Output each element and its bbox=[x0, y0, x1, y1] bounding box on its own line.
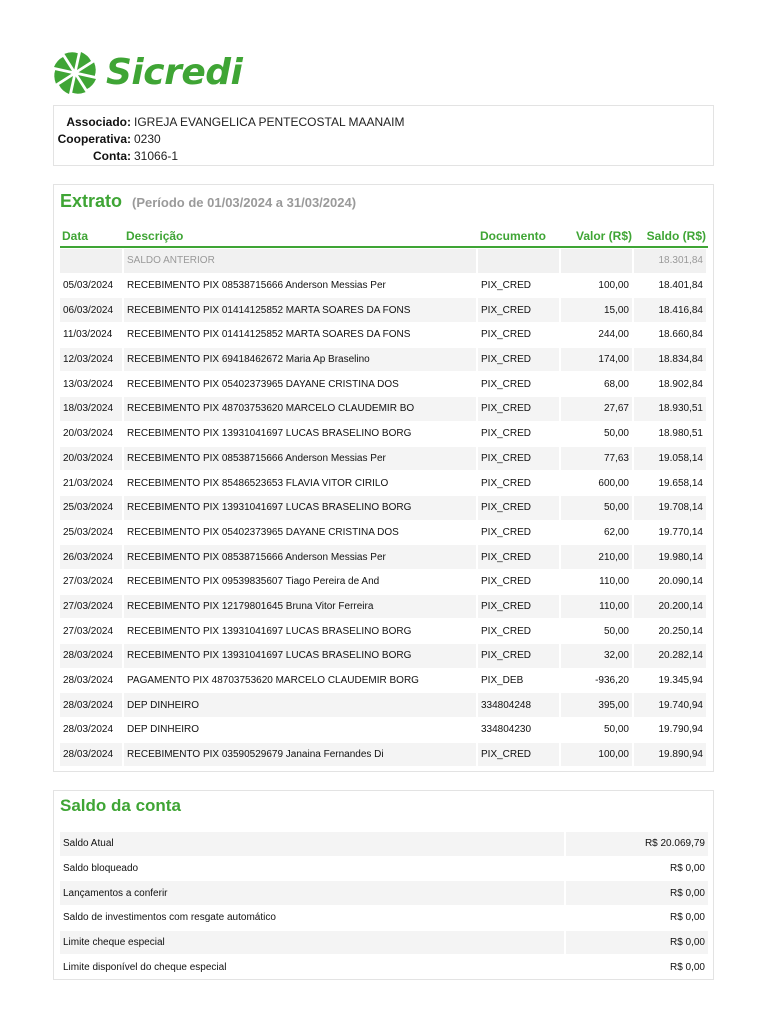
table-row bbox=[60, 297, 708, 322]
associado-row bbox=[54, 113, 713, 130]
balance-value: R$ 0,00 bbox=[564, 905, 708, 930]
cell-documento: PIX_CRED bbox=[478, 594, 561, 619]
balance-row bbox=[60, 856, 708, 881]
cell-data: 20/03/2024 bbox=[60, 446, 124, 471]
cell-data: 26/03/2024 bbox=[60, 544, 124, 569]
cell-descricao: DEP DINHEIRO bbox=[124, 692, 478, 717]
cell-saldo: 18.834,84 bbox=[634, 347, 708, 372]
cell-descricao: RECEBIMENTO PIX 48703753620 MARCELO CLAUDEMIR BO bbox=[124, 396, 478, 421]
cell-descricao: RECEBIMENTO PIX 85486523653 FLAVIA VITOR CIRILO bbox=[124, 470, 478, 495]
cell-saldo: 19.708,14 bbox=[634, 495, 708, 520]
table-row bbox=[60, 692, 708, 717]
cell-valor: 50,00 bbox=[561, 618, 634, 643]
cell-valor: 77,63 bbox=[561, 446, 634, 471]
cell-data: 11/03/2024 bbox=[60, 322, 124, 347]
table-row bbox=[60, 668, 708, 693]
table-row bbox=[60, 273, 708, 298]
cell-data: 27/03/2024 bbox=[60, 569, 124, 594]
cell-saldo: 19.770,14 bbox=[634, 520, 708, 545]
table-row bbox=[60, 643, 708, 668]
cell-documento: PIX_CRED bbox=[478, 446, 561, 471]
cell-valor: 50,00 bbox=[561, 421, 634, 446]
conta-row bbox=[54, 147, 713, 164]
cell-descricao: RECEBIMENTO PIX 09539835607 Tiago Pereira de And bbox=[124, 569, 478, 594]
table-row bbox=[60, 421, 708, 446]
table-row bbox=[60, 544, 708, 569]
cell-saldo: 19.345,94 bbox=[634, 668, 708, 693]
balance-value: R$ 20.069,79 bbox=[564, 831, 708, 856]
cell-data bbox=[60, 248, 124, 273]
statement-header-row bbox=[60, 225, 708, 248]
balance-value: R$ 0,00 bbox=[564, 880, 708, 905]
cell-data: 28/03/2024 bbox=[60, 717, 124, 742]
cell-saldo: 18.401,84 bbox=[634, 273, 708, 298]
sicredi-logo bbox=[52, 48, 242, 98]
cell-documento: PIX_CRED bbox=[478, 742, 561, 767]
brand-name: Sicredi bbox=[106, 52, 243, 93]
cell-data: 18/03/2024 bbox=[60, 396, 124, 421]
balance-table bbox=[60, 831, 708, 979]
cell-documento: 334804248 bbox=[478, 692, 561, 717]
balance-row bbox=[60, 954, 708, 979]
cell-saldo: 19.658,14 bbox=[634, 470, 708, 495]
balance-value: R$ 0,00 bbox=[564, 856, 708, 881]
cell-descricao: RECEBIMENTO PIX 03590529679 Janaina Fernandes Di bbox=[124, 742, 478, 767]
cell-data: 27/03/2024 bbox=[60, 618, 124, 643]
cell-descricao: RECEBIMENTO PIX 05402373965 DAYANE CRISTINA DOS bbox=[124, 520, 478, 545]
cell-saldo: 19.058,14 bbox=[634, 446, 708, 471]
cell-data: 25/03/2024 bbox=[60, 520, 124, 545]
table-row bbox=[60, 371, 708, 396]
cell-descricao: RECEBIMENTO PIX 13931041697 LUCAS BRASELINO BORG bbox=[124, 495, 478, 520]
cell-descricao: RECEBIMENTO PIX 08538715666 Anderson Messias Per bbox=[124, 544, 478, 569]
conta-value: 31066-1 bbox=[134, 148, 179, 163]
cell-descricao: RECEBIMENTO PIX 08538715666 Anderson Messias Per bbox=[124, 446, 478, 471]
cell-descricao: RECEBIMENTO PIX 08538715666 Anderson Messias Per bbox=[124, 273, 478, 298]
cell-valor: 244,00 bbox=[561, 322, 634, 347]
cell-documento: PIX_CRED bbox=[478, 421, 561, 446]
cell-documento: PIX_CRED bbox=[478, 495, 561, 520]
cell-documento: PIX_CRED bbox=[478, 520, 561, 545]
col-header-documento: Documento bbox=[478, 225, 561, 248]
table-row bbox=[60, 594, 708, 619]
balance-value: R$ 0,00 bbox=[564, 930, 708, 955]
cell-descricao: RECEBIMENTO PIX 01414125852 MARTA SOARES DA FONS bbox=[124, 322, 478, 347]
cooperativa-label: Cooperativa: bbox=[57, 131, 131, 146]
cell-data: 21/03/2024 bbox=[60, 470, 124, 495]
cell-valor bbox=[561, 248, 634, 273]
cell-saldo: 19.790,94 bbox=[634, 717, 708, 742]
cell-valor: 27,67 bbox=[561, 396, 634, 421]
cell-data: 05/03/2024 bbox=[60, 273, 124, 298]
cell-documento: PIX_CRED bbox=[478, 470, 561, 495]
statement-table bbox=[60, 225, 708, 766]
saldo-anterior-row bbox=[60, 248, 708, 273]
cell-valor: 395,00 bbox=[561, 692, 634, 717]
cell-valor: 15,00 bbox=[561, 297, 634, 322]
cell-documento: PIX_DEB bbox=[478, 668, 561, 693]
cell-documento: PIX_CRED bbox=[478, 322, 561, 347]
saldo-conta-title: Saldo da conta bbox=[60, 796, 181, 815]
cell-saldo: 18.930,51 bbox=[634, 396, 708, 421]
cell-valor: 110,00 bbox=[561, 594, 634, 619]
col-header-valor: Valor (R$) bbox=[561, 225, 634, 248]
cell-data: 28/03/2024 bbox=[60, 692, 124, 717]
balance-row bbox=[60, 905, 708, 930]
extrato-title: Extrato bbox=[60, 191, 123, 211]
cell-saldo: 20.090,14 bbox=[634, 569, 708, 594]
cell-data: 25/03/2024 bbox=[60, 495, 124, 520]
cell-valor: 32,00 bbox=[561, 643, 634, 668]
table-row bbox=[60, 520, 708, 545]
cell-data: 28/03/2024 bbox=[60, 742, 124, 767]
balance-label: Limite cheque especial bbox=[60, 930, 564, 955]
balance-body bbox=[60, 831, 708, 979]
balance-row bbox=[60, 831, 708, 856]
cell-data: 12/03/2024 bbox=[60, 347, 124, 372]
cell-documento: PIX_CRED bbox=[478, 273, 561, 298]
cell-documento: PIX_CRED bbox=[478, 396, 561, 421]
cell-descricao: DEP DINHEIRO bbox=[124, 717, 478, 742]
balance-label: Limite disponível do cheque especial bbox=[60, 954, 564, 979]
cell-saldo: 18.902,84 bbox=[634, 371, 708, 396]
table-row bbox=[60, 322, 708, 347]
cell-descricao: RECEBIMENTO PIX 12179801645 Bruna Vitor Ferreira bbox=[124, 594, 478, 619]
saldo-anterior-value: 18.301,84 bbox=[634, 248, 708, 273]
cell-saldo: 20.250,14 bbox=[634, 618, 708, 643]
extrato-panel bbox=[53, 184, 714, 772]
balance-value: R$ 0,00 bbox=[564, 954, 708, 979]
table-row bbox=[60, 569, 708, 594]
cell-data: 20/03/2024 bbox=[60, 421, 124, 446]
cell-saldo: 18.416,84 bbox=[634, 297, 708, 322]
cell-saldo: 18.660,84 bbox=[634, 322, 708, 347]
cell-descricao: PAGAMENTO PIX 48703753620 MARCELO CLAUDEMIR BORG bbox=[124, 668, 478, 693]
cell-documento: 334804230 bbox=[478, 717, 561, 742]
col-header-descricao: Descrição bbox=[124, 225, 478, 248]
cell-documento: PIX_CRED bbox=[478, 297, 561, 322]
table-row bbox=[60, 717, 708, 742]
cell-documento: PIX_CRED bbox=[478, 371, 561, 396]
account-info-panel bbox=[53, 105, 714, 166]
cell-valor: 174,00 bbox=[561, 347, 634, 372]
cell-valor: 50,00 bbox=[561, 495, 634, 520]
cell-valor: 50,00 bbox=[561, 717, 634, 742]
associado-label: Associado: bbox=[66, 114, 131, 129]
table-row bbox=[60, 470, 708, 495]
table-row bbox=[60, 347, 708, 372]
cell-saldo: 19.740,94 bbox=[634, 692, 708, 717]
statement-body bbox=[60, 248, 708, 766]
balance-row bbox=[60, 930, 708, 955]
associado-value: IGREJA EVANGELICA PENTECOSTAL MAANAIM bbox=[134, 114, 405, 129]
table-row bbox=[60, 495, 708, 520]
table-row bbox=[60, 742, 708, 767]
cell-valor: 110,00 bbox=[561, 569, 634, 594]
balance-label: Saldo Atual bbox=[60, 831, 564, 856]
balance-label: Saldo de investimentos com resgate automático bbox=[60, 905, 564, 930]
saldo-anterior-label: SALDO ANTERIOR bbox=[124, 248, 478, 273]
cell-valor: 100,00 bbox=[561, 742, 634, 767]
cell-descricao: RECEBIMENTO PIX 13931041697 LUCAS BRASELINO BORG bbox=[124, 421, 478, 446]
cell-descricao: RECEBIMENTO PIX 01414125852 MARTA SOARES DA FONS bbox=[124, 297, 478, 322]
col-header-data: Data bbox=[60, 225, 124, 248]
cell-data: 06/03/2024 bbox=[60, 297, 124, 322]
table-row bbox=[60, 396, 708, 421]
balance-label: Saldo bloqueado bbox=[60, 856, 564, 881]
table-row bbox=[60, 446, 708, 471]
cell-data: 28/03/2024 bbox=[60, 643, 124, 668]
cell-valor: 68,00 bbox=[561, 371, 634, 396]
cell-saldo: 20.200,14 bbox=[634, 594, 708, 619]
cooperativa-value: 0230 bbox=[134, 131, 161, 146]
sicredi-pinwheel-logo-icon bbox=[52, 50, 98, 96]
cell-saldo: 19.980,14 bbox=[634, 544, 708, 569]
conta-label: Conta: bbox=[93, 148, 131, 163]
cell-data: 13/03/2024 bbox=[60, 371, 124, 396]
cell-descricao: RECEBIMENTO PIX 13931041697 LUCAS BRASELINO BORG bbox=[124, 618, 478, 643]
col-header-saldo: Saldo (R$) bbox=[634, 225, 708, 248]
cell-documento bbox=[478, 248, 561, 273]
cell-data: 28/03/2024 bbox=[60, 668, 124, 693]
cell-descricao: RECEBIMENTO PIX 13931041697 LUCAS BRASELINO BORG bbox=[124, 643, 478, 668]
cell-descricao: RECEBIMENTO PIX 05402373965 DAYANE CRISTINA DOS bbox=[124, 371, 478, 396]
cell-saldo: 18.980,51 bbox=[634, 421, 708, 446]
cell-valor: 62,00 bbox=[561, 520, 634, 545]
extrato-period: (Período de 01/03/2024 a 31/03/2024) bbox=[132, 195, 357, 210]
cell-valor: 100,00 bbox=[561, 273, 634, 298]
cell-valor: 600,00 bbox=[561, 470, 634, 495]
balance-row bbox=[60, 880, 708, 905]
cell-data: 27/03/2024 bbox=[60, 594, 124, 619]
table-row bbox=[60, 618, 708, 643]
cell-documento: PIX_CRED bbox=[478, 544, 561, 569]
cell-documento: PIX_CRED bbox=[478, 618, 561, 643]
balance-label: Lançamentos a conferir bbox=[60, 880, 564, 905]
cooperativa-row bbox=[54, 130, 713, 147]
cell-documento: PIX_CRED bbox=[478, 569, 561, 594]
cell-descricao: RECEBIMENTO PIX 69418462672 Maria Ap Braselino bbox=[124, 347, 478, 372]
cell-documento: PIX_CRED bbox=[478, 643, 561, 668]
cell-valor: -936,20 bbox=[561, 668, 634, 693]
cell-valor: 210,00 bbox=[561, 544, 634, 569]
cell-saldo: 19.890,94 bbox=[634, 742, 708, 767]
cell-saldo: 20.282,14 bbox=[634, 643, 708, 668]
extrato-header bbox=[60, 191, 356, 212]
saldo-conta-panel bbox=[53, 790, 714, 980]
cell-documento: PIX_CRED bbox=[478, 347, 561, 372]
